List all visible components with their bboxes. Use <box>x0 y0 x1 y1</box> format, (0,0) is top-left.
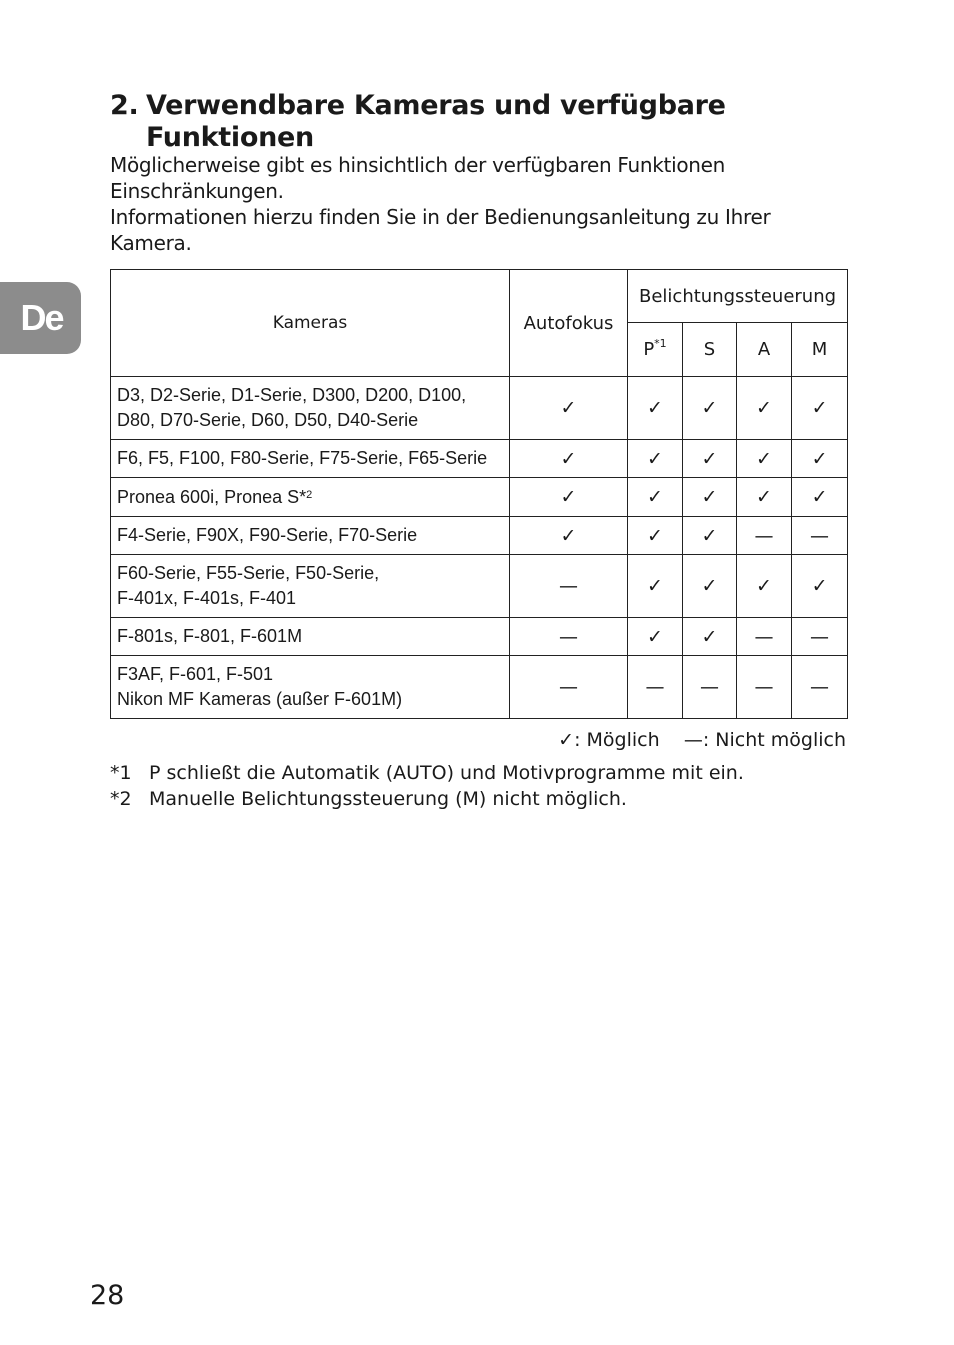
mode-a-cell: — <box>737 656 792 719</box>
camera-line-1: F-801s, F-801, F-601M <box>117 626 303 646</box>
camera-cell <box>111 377 510 440</box>
camera-line-1: F6, F5, F100, F80-Serie, F75-Serie, F65-Serie <box>117 448 488 468</box>
camera-line-2: F-401x, F-401s, F-401 <box>117 588 297 608</box>
camera-compatibility-table <box>110 269 848 719</box>
header-cameras: Kameras <box>111 270 510 377</box>
intro-paragraph-2: Informationen hierzu finden Sie in der Bedienungsanleitung zu Ihrer Kamera. <box>110 205 771 255</box>
table-row <box>111 656 848 719</box>
mode-m-cell: ✓ <box>792 440 848 478</box>
mode-p-cell: ✓ <box>628 618 683 656</box>
legend-possible: ✓: Möglich <box>558 729 660 751</box>
mode-a-cell: ✓ <box>737 478 792 517</box>
header-exposure-control: Belichtungssteuerung <box>628 270 848 323</box>
footnote-text: P schließt die Automatik (AUTO) und Motivprogramme mit ein. <box>149 762 744 784</box>
footnote-text: Manuelle Belichtungssteuerung (M) nicht möglich. <box>149 788 627 810</box>
camera-cell <box>111 478 510 517</box>
mode-a-cell: — <box>737 618 792 656</box>
autofocus-cell: ✓ <box>510 377 628 440</box>
mode-s-cell: ✓ <box>683 440 737 478</box>
intro-paragraph-1: Möglicherweise gibt es hinsichtlich der verfügbaren Funktionen Einschränkungen. <box>110 153 726 203</box>
mode-p-cell: ✓ <box>628 555 683 618</box>
footnote-2 <box>110 786 850 812</box>
mode-p-cell: — <box>628 656 683 719</box>
camera-cell <box>111 555 510 618</box>
mode-s-cell: — <box>683 656 737 719</box>
mode-a-cell: ✓ <box>737 377 792 440</box>
table-row <box>111 517 848 555</box>
mode-p-cell: ✓ <box>628 478 683 517</box>
header-mode-s: S <box>683 323 737 377</box>
autofocus-cell: ✓ <box>510 440 628 478</box>
header-mode-m: M <box>792 323 848 377</box>
mode-s-cell: ✓ <box>683 377 737 440</box>
section-title-text: Verwendbare Kameras und verfügbare Funktionen <box>146 90 726 153</box>
camera-line-1: D3, D2-Serie, D1-Serie, D300, D200, D100, <box>117 385 467 405</box>
language-tab-de: De <box>0 282 81 354</box>
mode-s-cell: ✓ <box>683 555 737 618</box>
autofocus-cell: ✓ <box>510 478 628 517</box>
table-row <box>111 377 848 440</box>
camera-cell <box>111 517 510 555</box>
footnote-mark: *2 <box>110 788 132 810</box>
mode-m-cell: ✓ <box>792 377 848 440</box>
mode-m-cell: — <box>792 618 848 656</box>
camera-line-2: D80, D70-Serie, D60, D50, D40-Serie <box>117 410 419 430</box>
camera-line-1: F3AF, F-601, F-501 <box>117 664 274 684</box>
table-row <box>111 440 848 478</box>
autofocus-cell: — <box>510 555 628 618</box>
mode-m-cell: ✓ <box>792 478 848 517</box>
footnote-1 <box>110 760 850 786</box>
legend <box>558 727 846 753</box>
autofocus-cell: ✓ <box>510 517 628 555</box>
table-row <box>111 478 848 517</box>
header-p-footnote: *1 <box>654 337 667 350</box>
camera-cell <box>111 656 510 719</box>
mode-p-cell: ✓ <box>628 517 683 555</box>
camera-line-2: Nikon MF Kameras (außer F-601M) <box>117 689 403 709</box>
page-number: 28 <box>90 1280 125 1311</box>
footnotes <box>110 760 850 812</box>
mode-s-cell: ✓ <box>683 618 737 656</box>
camera-line-1: F4-Serie, F90X, F90-Serie, F70-Serie <box>117 525 418 545</box>
mode-m-cell: ✓ <box>792 555 848 618</box>
section-title <box>110 90 840 154</box>
mode-a-cell: ✓ <box>737 555 792 618</box>
section-number: 2. <box>110 90 139 121</box>
mode-p-cell: ✓ <box>628 377 683 440</box>
camera-cell <box>111 618 510 656</box>
camera-line-1: Pronea 600i, Pronea S* <box>117 486 307 507</box>
camera-line-1: F60-Serie, F55-Serie, F50-Serie, <box>117 563 380 583</box>
header-p-label: P <box>643 339 655 360</box>
autofocus-cell: — <box>510 618 628 656</box>
mode-s-cell: ✓ <box>683 517 737 555</box>
mode-m-cell: — <box>792 656 848 719</box>
intro-text <box>110 152 850 256</box>
header-mode-a: A <box>737 323 792 377</box>
camera-cell <box>111 440 510 478</box>
header-mode-p <box>628 323 683 377</box>
autofocus-cell: — <box>510 656 628 719</box>
mode-a-cell: — <box>737 517 792 555</box>
mode-s-cell: ✓ <box>683 478 737 517</box>
table-row <box>111 555 848 618</box>
table-row <box>111 618 848 656</box>
footnote-mark: *1 <box>110 762 132 784</box>
legend-not-possible: —: Nicht möglich <box>683 729 846 751</box>
mode-m-cell: — <box>792 517 848 555</box>
header-autofocus: Autofokus <box>510 270 628 377</box>
camera-footnote-mark: 2 <box>306 488 313 501</box>
mode-a-cell: ✓ <box>737 440 792 478</box>
mode-p-cell: ✓ <box>628 440 683 478</box>
